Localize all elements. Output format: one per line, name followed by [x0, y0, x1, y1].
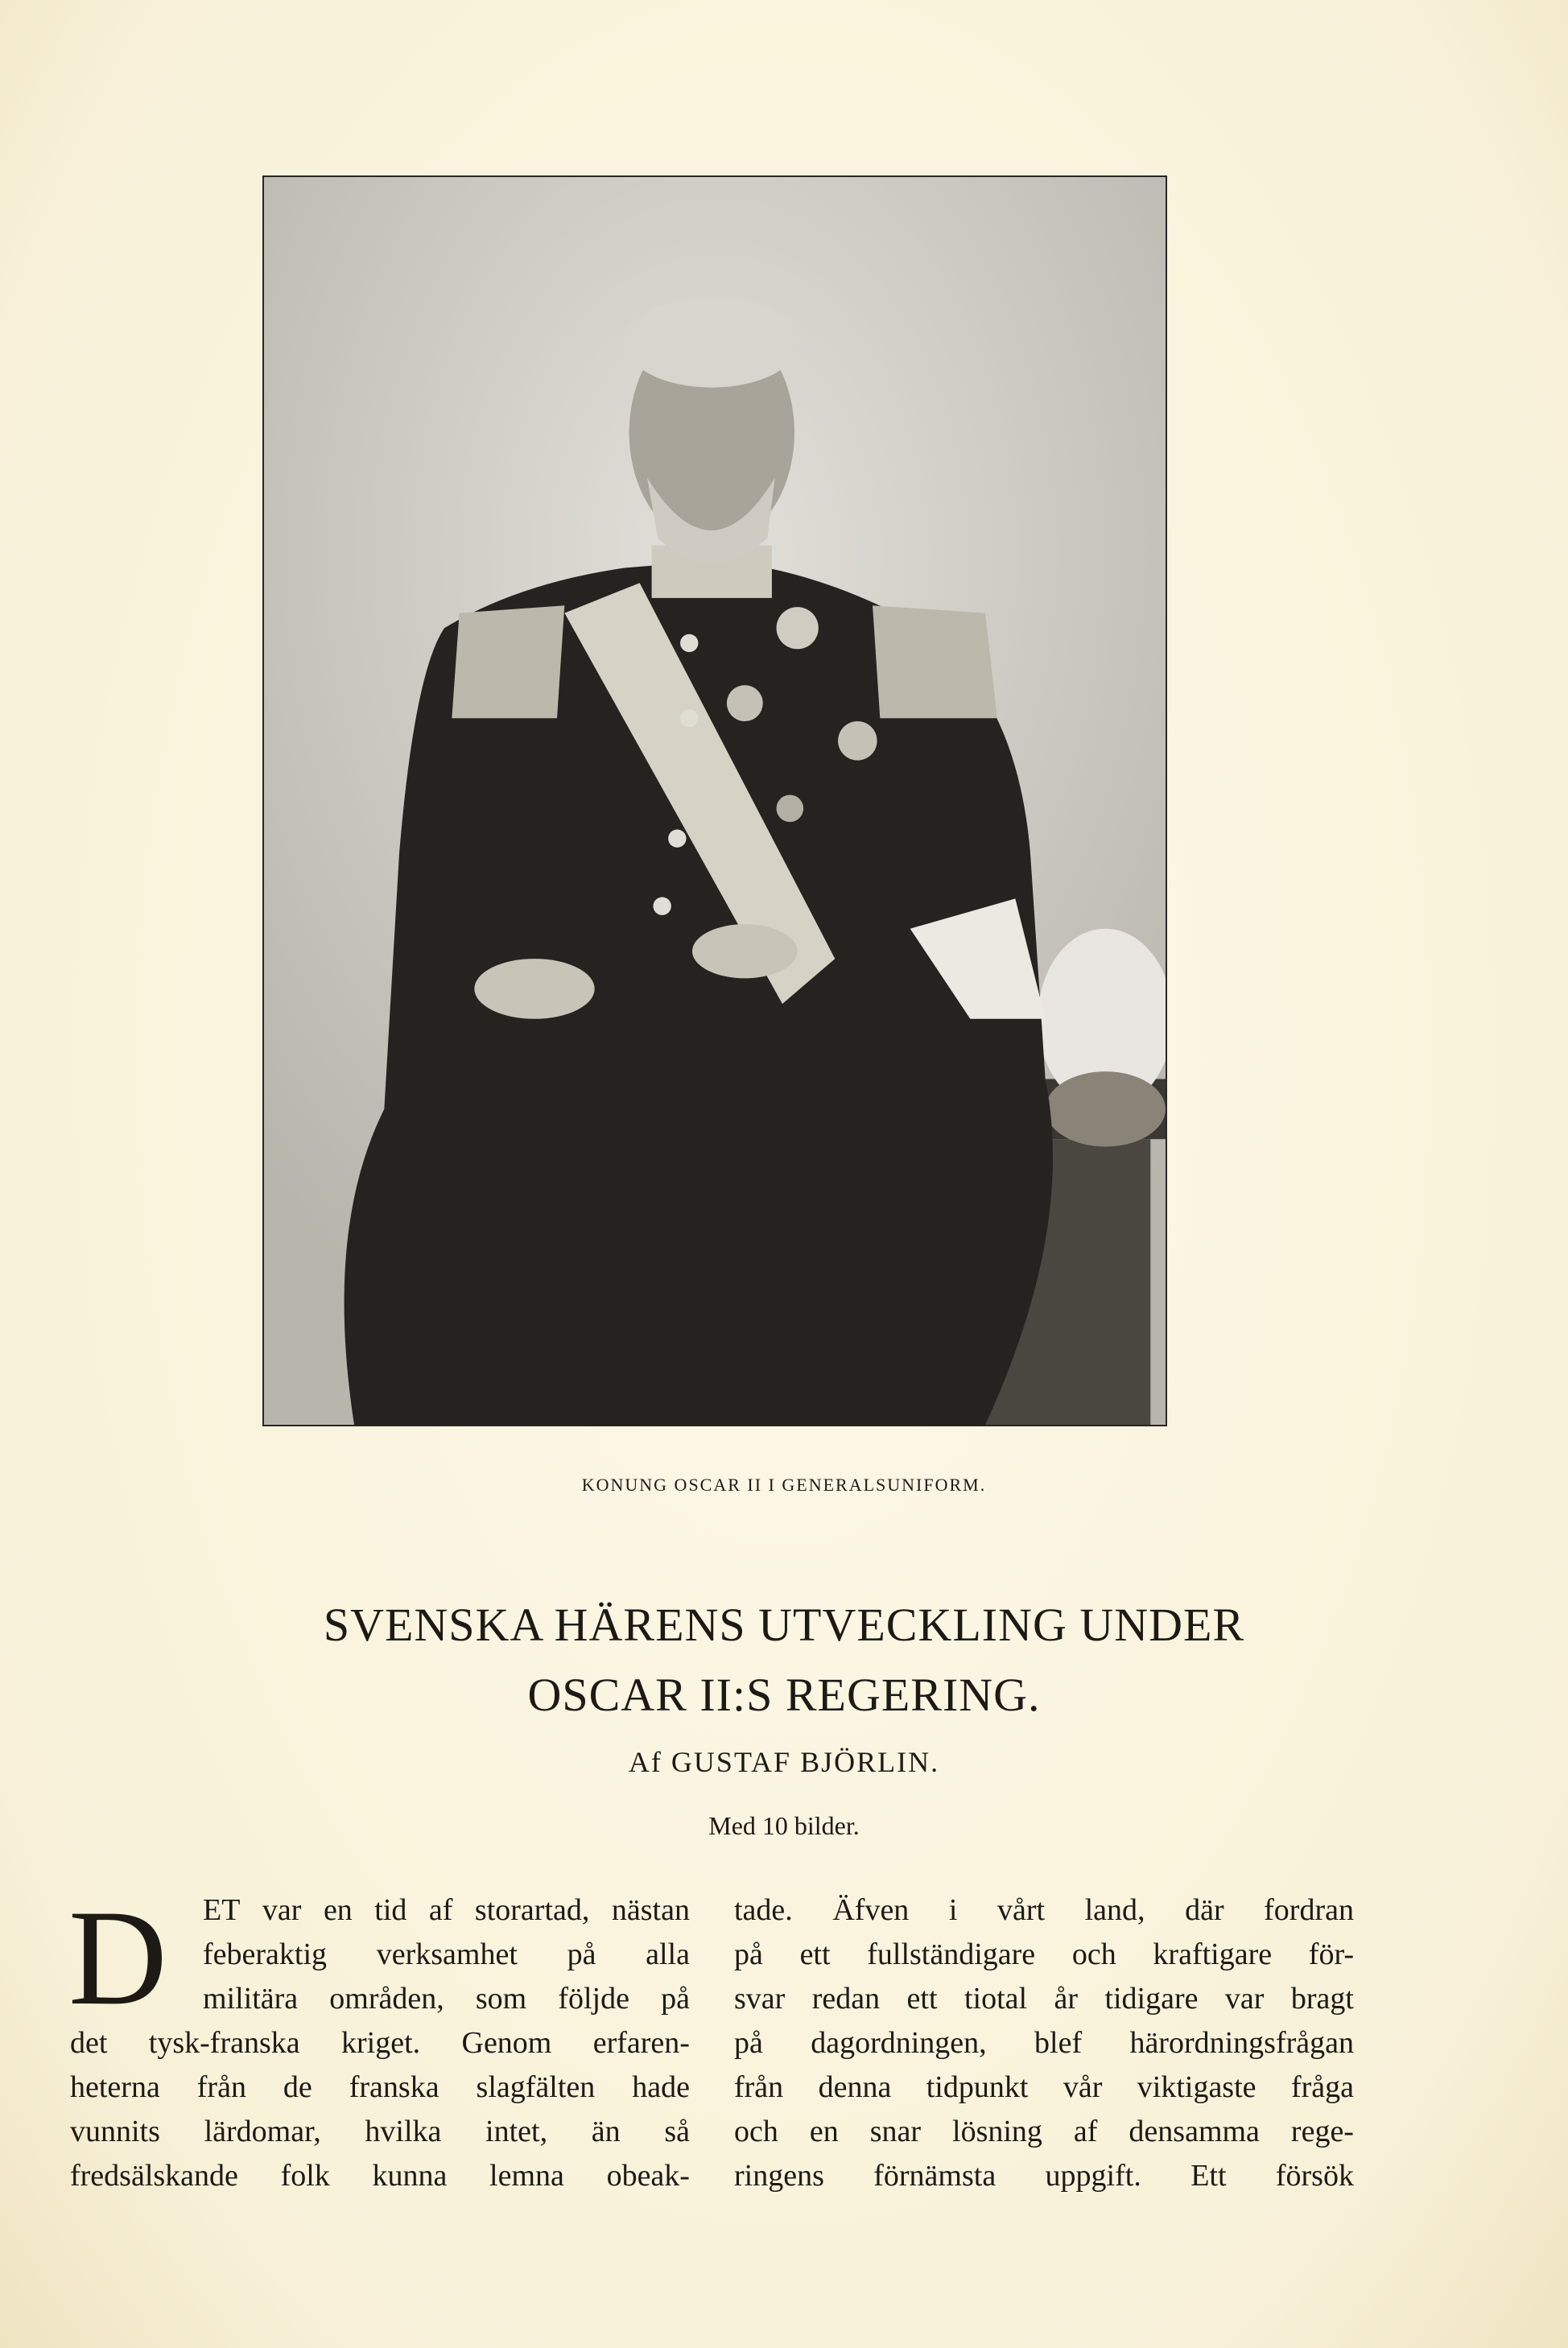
drop-cap: D [68, 1892, 167, 2024]
text-line: heterna från de franska slagfälten hade [70, 2070, 690, 2104]
article-title-line-2: OSCAR II:S REGERING. [527, 1669, 1041, 1721]
figure-caption: KONUNG OSCAR II I GENERALSUNIFORM. [581, 1475, 987, 1495]
text-line: på ett fullständigare och kraftigare för- [734, 1937, 1354, 1971]
text-line: vunnits lärdomar, hvilka intet, än så [70, 2115, 690, 2148]
portrait-image [264, 177, 1166, 1425]
text-line: ET var en tid af storartad, nästan [203, 1893, 690, 1927]
author-name: GUSTAF BJÖRLIN. [671, 1746, 940, 1778]
body-column-right [734, 1888, 1354, 2198]
text-line: svar redan ett tiotal år tidigare var bragt [734, 1982, 1354, 2016]
article-title-line-1: SVENSKA HÄRENS UTVECKLING UNDER [323, 1599, 1245, 1651]
author-byline [0, 1745, 1568, 1779]
illustrations-note: Med 10 bilder. [708, 1811, 860, 1840]
text-line: på dagordningen, blef härordningsfrågan [734, 2026, 1354, 2060]
author-prefix: Af [628, 1746, 662, 1778]
text-line: fredsälskande folk kunna lemna obeak- [70, 2159, 690, 2193]
text-line: militära områden, som följde på [203, 1982, 690, 2016]
text-line: från denna tidpunkt vår viktigaste fråga [734, 2070, 1354, 2104]
body-column-left [70, 1888, 690, 2198]
portrait-photograph [262, 175, 1167, 1426]
text-line: feberaktig verksamhet på alla [203, 1937, 690, 1971]
text-line: ringens förnämsta uppgift. Ett försök [734, 2159, 1354, 2193]
text-line: tade. Äfven i vårt land, där fordran [734, 1893, 1354, 1927]
text-line: det tysk-franska kriget. Genom erfaren- [70, 2026, 690, 2060]
text-line: och en snar lösning af densamma rege- [734, 2115, 1354, 2148]
